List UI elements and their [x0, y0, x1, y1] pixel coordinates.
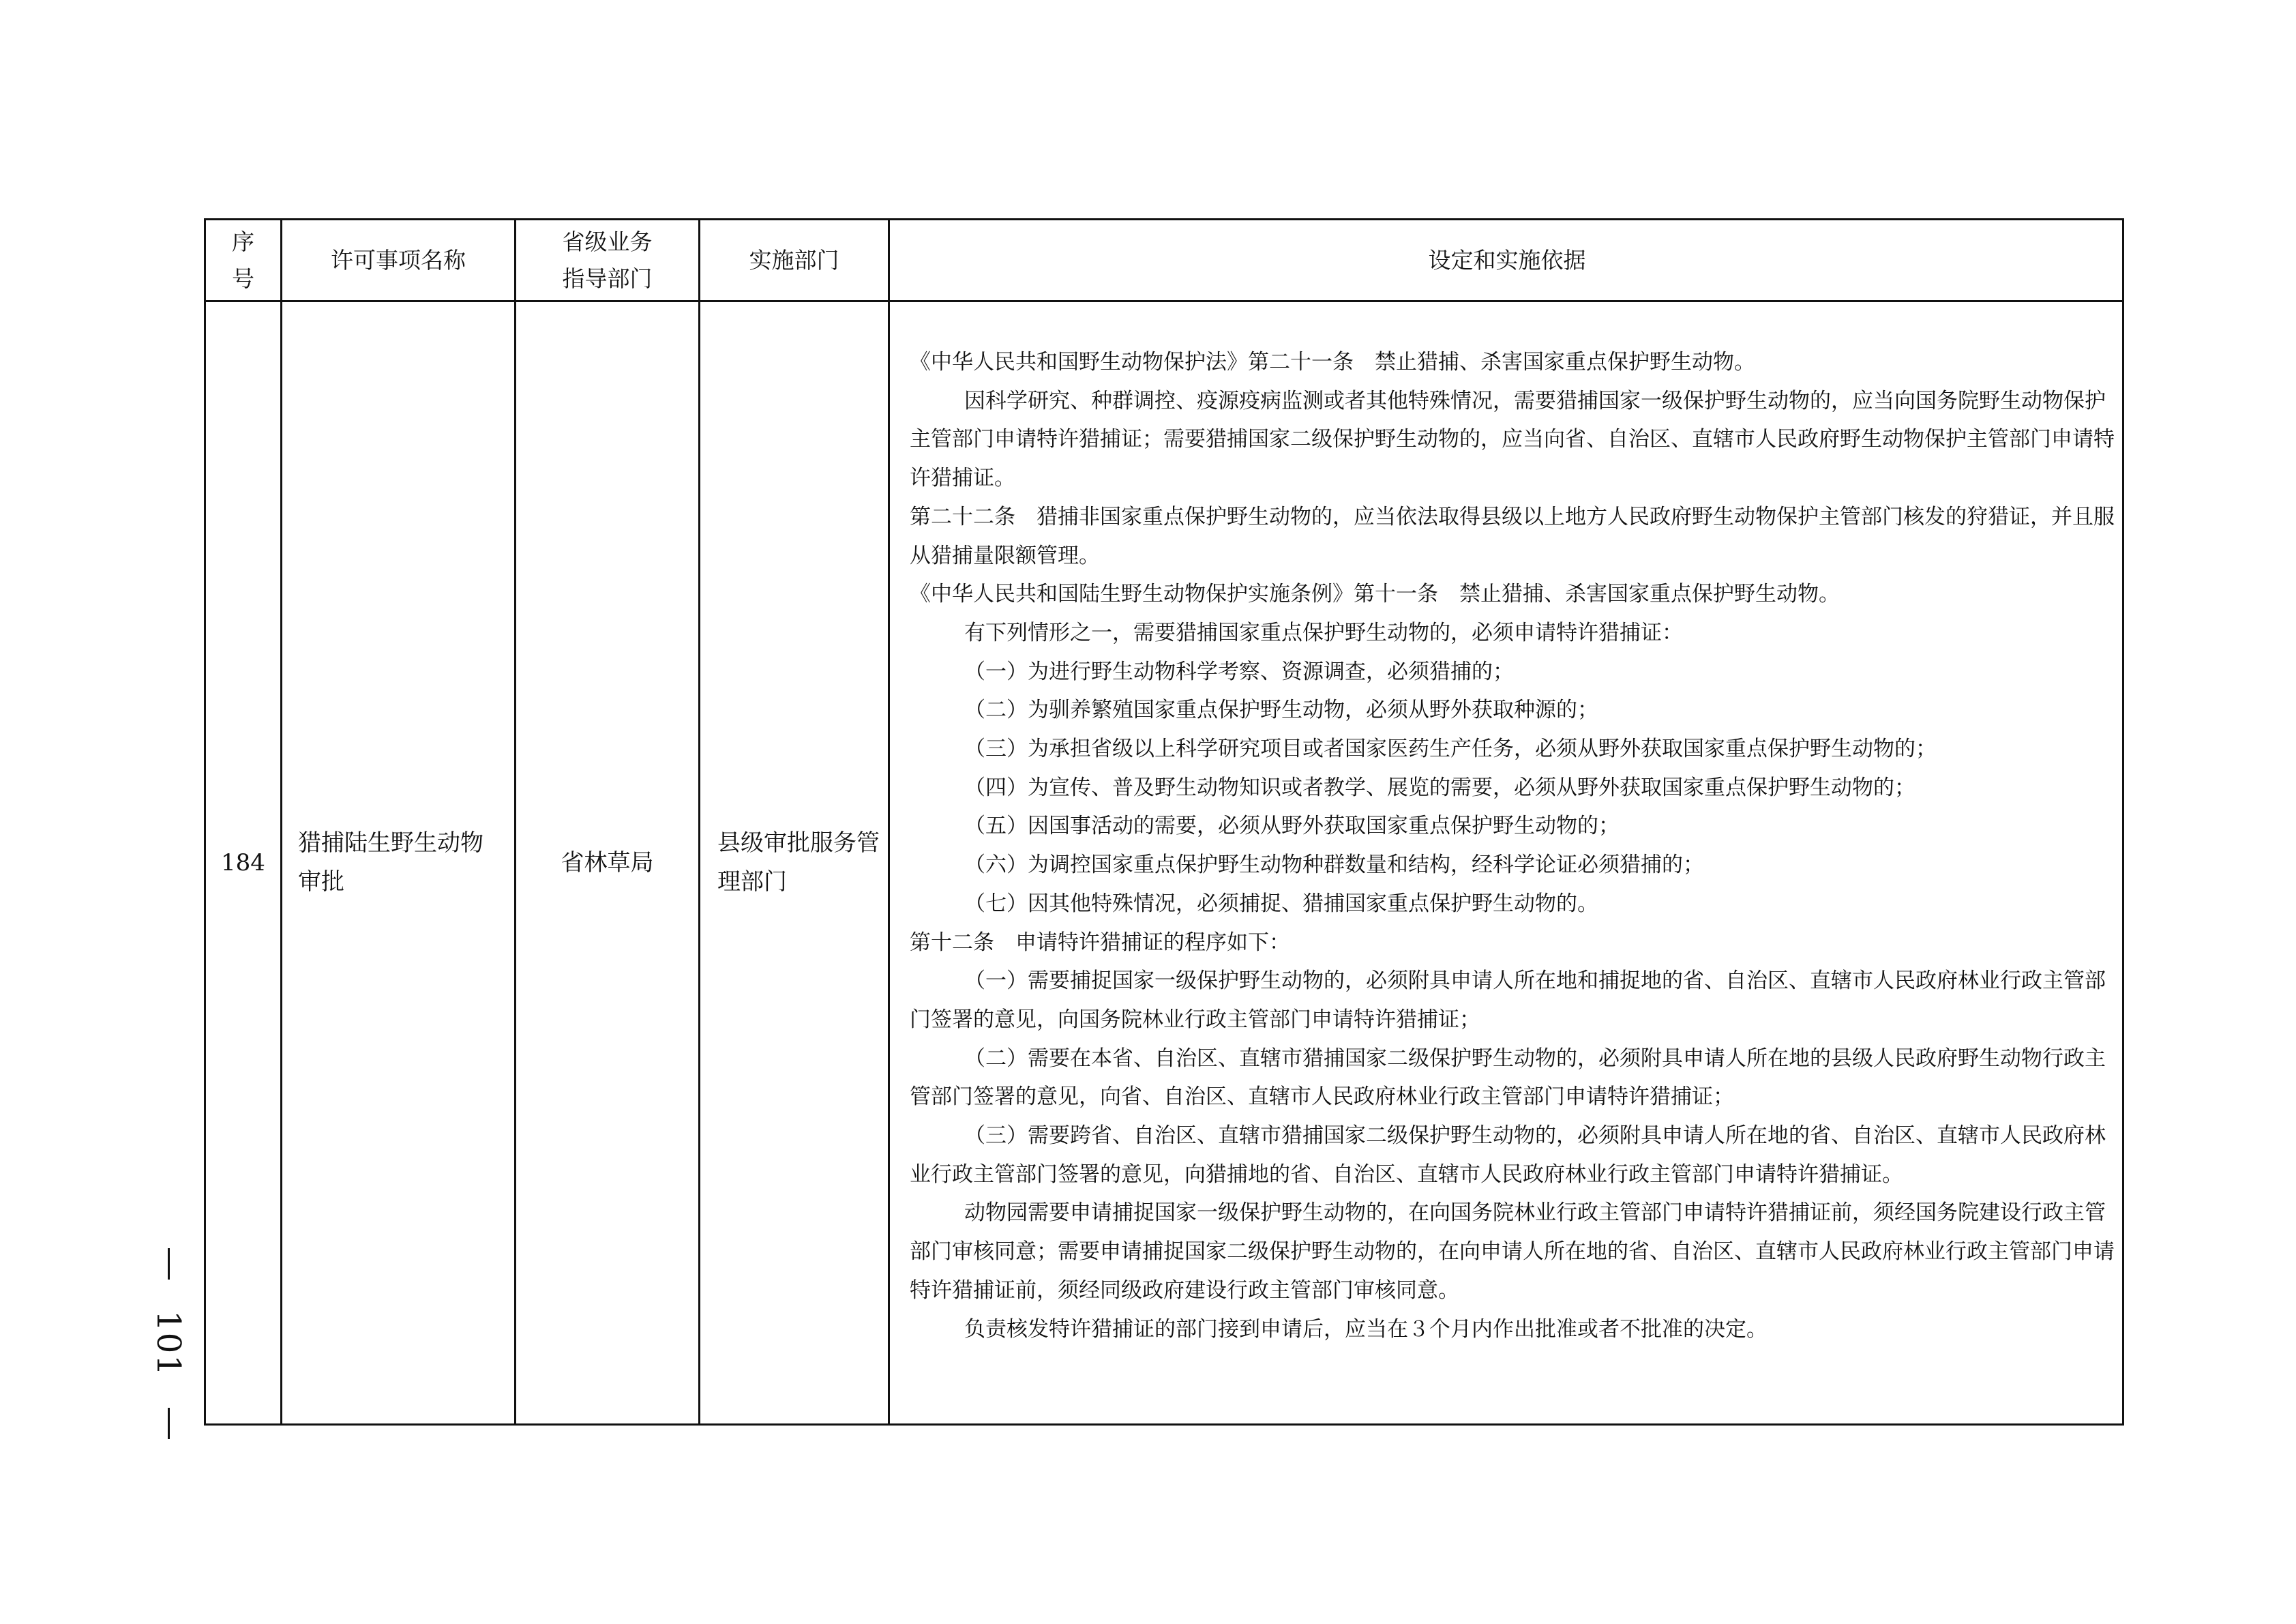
basis-list-item: （六）为调控国家重点保护野生动物种群数量和结构，经科学论证必须猎捕的；	[964, 853, 1704, 878]
header-seq: 序 号	[232, 228, 254, 292]
header-provincial-dept: 省级业务 指导部门	[562, 228, 653, 292]
basis-paragraph: 《中华人民共和国陆生野生动物保护实施条例》第十一条 禁止猎捕、杀害国家重点保护野生动物。	[910, 582, 1840, 607]
basis-list-item: （二）需要在本省、自治区、直辖市猎捕国家二级保护野生动物的，必须附具申请人所在地的县级人民政府野生动物行政主管部门签署的意见，向省、自治区、直辖市人民政府林业行政主管部门申请特许猎捕证；	[910, 1046, 2106, 1110]
basis-list-item: （七）因其他特殊情况，必须捕捉、猎捕国家重点保护野生动物的。	[964, 891, 1598, 916]
basis-list-item: （五）因国事活动的需要，必须从野外获取国家重点保护野生动物的；	[964, 814, 1620, 839]
permit-table	[204, 218, 2124, 1426]
basis-paragraph: 第二十二条 猎捕非国家重点保护野生动物的，应当依法取得县级以上地方人民政府野生动物保护主管部门核发的狩猎证，并且服从猎捕量限额管理。	[910, 504, 2115, 568]
column-divider	[698, 220, 700, 1423]
basis-paragraph: 因科学研究、种群调控、疫源疫病监测或者其他特殊情况，需要猎捕国家一级保护野生动物的，应当向国务院野生动物保护主管部门申请特许猎捕证；需要猎捕国家二级保护野生动物的，应当向省、自治区、直辖市人民政府野生动物保护主管部门申请特许猎捕证。	[910, 388, 2115, 491]
basis-paragraph: 动物园需要申请捕捉国家一级保护野生动物的，在向国务院林业行政主管部门申请特许猎捕证前，须经国务院建设行政主管部门审核同意；需要申请捕捉国家二级保护野生动物的，在向申请人所在地的省、自治区、直辖市人民政府林业行政主管部门申请特许猎捕证前，须经同级政府建设行政主管部门审核同意。	[910, 1200, 2115, 1303]
column-divider	[888, 220, 890, 1423]
basis-paragraph: 负责核发特许猎捕证的部门接到申请后，应当在３个月内作出批准或者不批准的决定。	[964, 1316, 1768, 1342]
cell-item-name: 猎捕陆生野生动物审批	[298, 829, 483, 896]
header-impl-dept: 实施部门	[749, 246, 839, 274]
page-number-text: 101	[149, 1310, 188, 1377]
basis-paragraph: 有下列情形之一，需要猎捕国家重点保护野生动物的，必须申请特许猎捕证：	[964, 620, 1683, 645]
page-number	[145, 1248, 192, 1439]
basis-list-item: （二）为驯养繁殖国家重点保护野生动物，必须从野外获取种源的；	[964, 698, 1598, 723]
basis-list-item: （三）为承担省级以上科学研究项目或者国家医药生产任务，必须从野外获取国家重点保护野生动物的；	[964, 737, 1937, 762]
basis-list-item: （四）为宣传、普及野生动物知识或者教学、展览的需要，必须从野外获取国家重点保护野生动物的；	[964, 775, 1915, 800]
header-item-name: 许可事项名称	[331, 246, 466, 274]
cell-basis	[910, 343, 2117, 1348]
cell-seq: 184	[221, 848, 265, 876]
basis-paragraph: 第十二条 申请特许猎捕证的程序如下：	[910, 930, 1290, 955]
cell-provincial-dept: 省林草局	[561, 848, 654, 876]
basis-paragraph: 《中华人民共和国野生动物保护法》第二十一条 禁止猎捕、杀害国家重点保护野生动物。	[910, 350, 1755, 374]
header-basis: 设定和实施依据	[1428, 246, 1586, 274]
page-number-dash	[168, 1408, 170, 1439]
page-number-dash	[168, 1248, 170, 1280]
basis-list-item: （三）需要跨省、自治区、直辖市猎捕国家二级保护野生动物的，必须附具申请人所在地的省、自治区、直辖市人民政府林业行政主管部门签署的意见，向猎捕地的省、自治区、直辖市人民政府林业行政主管部门申请特许猎捕证。	[910, 1123, 2106, 1187]
column-divider	[280, 220, 282, 1423]
cell-impl-dept: 县级审批服务管理部门	[717, 829, 880, 896]
basis-list-item: （一）为进行野生动物科学考察、资源调查，必须猎捕的；	[964, 659, 1514, 684]
basis-list-item: （一）需要捕捉国家一级保护野生动物的，必须附具申请人所在地和捕捉地的省、自治区、直辖市人民政府林业行政主管部门签署的意见，向国务院林业行政主管部门申请特许猎捕证；	[910, 969, 2106, 1032]
